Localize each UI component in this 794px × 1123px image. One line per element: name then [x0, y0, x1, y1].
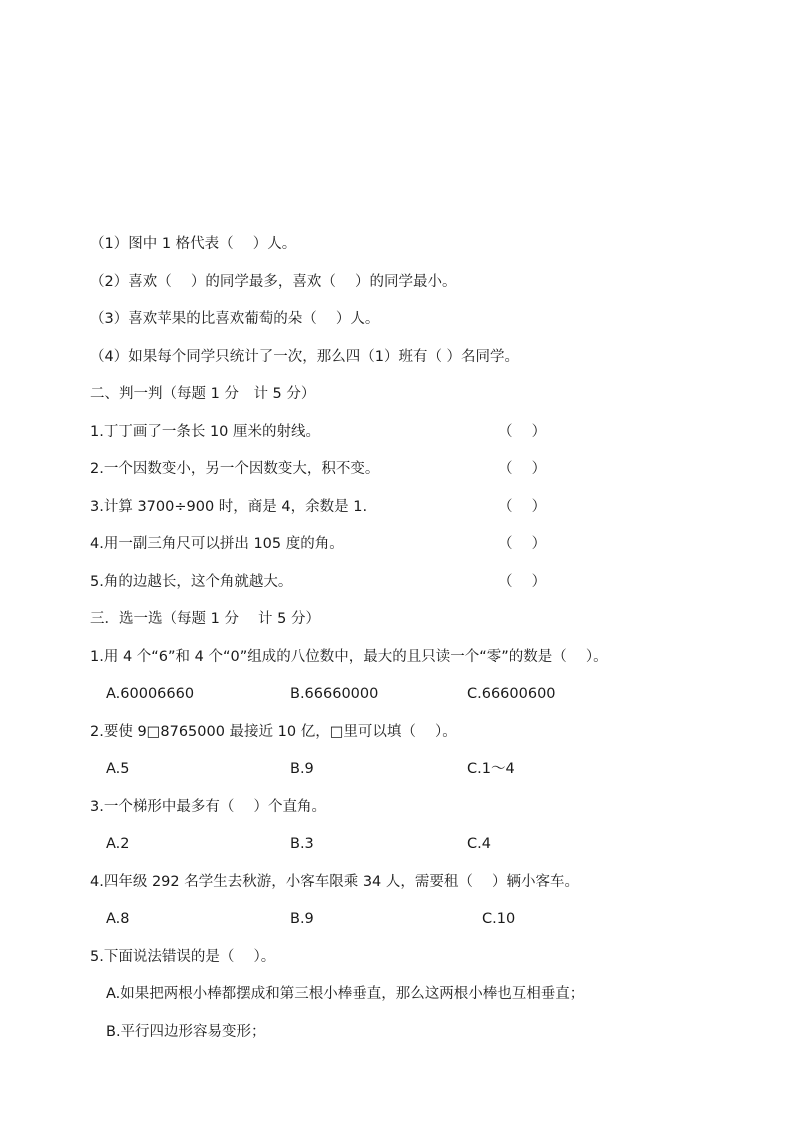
judge-answer-1: （ ）: [498, 424, 547, 440]
choice-1-option-c: C.66600600: [467, 686, 556, 702]
choice-2-option-b: B.9: [290, 761, 314, 777]
choice-question-3: 3.一个梯形中最多有（ ）个直角。: [90, 799, 326, 815]
choice-5-option-a: A.如果把两根小棒都摆成和第三根小棒垂直，那么这两根小棒也互相垂直；: [106, 986, 585, 1002]
judge-answer-2: （ ）: [498, 461, 547, 477]
choice-question-5: 5.下面说法错误的是（ ）。: [90, 949, 276, 965]
question-1-2: （2）喜欢（ ）的同学最多，喜欢（ ）的同学最小。: [90, 274, 457, 290]
question-1-4: （4）如果每个同学只统计了一次，那么四（1）班有（ ）名同学。: [90, 349, 520, 365]
choice-question-2: 2.要使 9□8765000 最接近 10 亿，□里可以填（ ）。: [90, 724, 457, 740]
section-3-title: 三．选一选（每题 1 分 计 5 分）: [90, 611, 320, 627]
choice-1-option-b: B.66660000: [290, 686, 379, 702]
choice-5-option-b: B.平行四边形容易变形；: [106, 1024, 266, 1040]
judge-item-2: 2.一个因数变小，另一个因数变大，积不变。: [90, 461, 380, 477]
choice-3-option-c: C.4: [467, 836, 491, 852]
judge-answer-4: （ ）: [498, 536, 547, 552]
choice-4-option-c: C.10: [482, 911, 516, 927]
judge-item-1: 1.丁丁画了一条长 10 厘米的射线。: [90, 424, 321, 440]
choice-4-option-a: A.8: [106, 911, 130, 927]
choice-3-option-b: B.3: [290, 836, 314, 852]
question-1-3: （3）喜欢苹果的比喜欢葡萄的朵（ ）人。: [90, 311, 380, 327]
judge-item-5: 5.角的边越长，这个角就越大。: [90, 574, 293, 590]
choice-1-option-a: A.60006660: [106, 686, 195, 702]
judge-item-4: 4.用一副三角尺可以拼出 105 度的角。: [90, 536, 344, 552]
choice-2-option-a: A.5: [106, 761, 130, 777]
choice-question-4: 4.四年级 292 名学生去秋游，小客车限乘 34 人，需要租（ ）辆小客车。: [90, 874, 580, 890]
question-1-1: （1）图中 1 格代表（ ）人。: [90, 236, 297, 252]
choice-2-option-c: C.1～4: [467, 761, 515, 777]
judge-answer-3: （ ）: [498, 499, 547, 515]
choice-question-1: 1.用 4 个“6”和 4 个“0”组成的八位数中，最大的且只读一个“零”的数是（ ）。: [90, 649, 608, 665]
judge-answer-5: （ ）: [498, 574, 547, 590]
judge-item-3: 3.计算 3700÷900 时，商是 4，余数是 1.: [90, 499, 368, 515]
choice-3-option-a: A.2: [106, 836, 130, 852]
choice-4-option-b: B.9: [290, 911, 314, 927]
section-2-title: 二、判一判（每题 1 分 计 5 分）: [90, 386, 316, 402]
